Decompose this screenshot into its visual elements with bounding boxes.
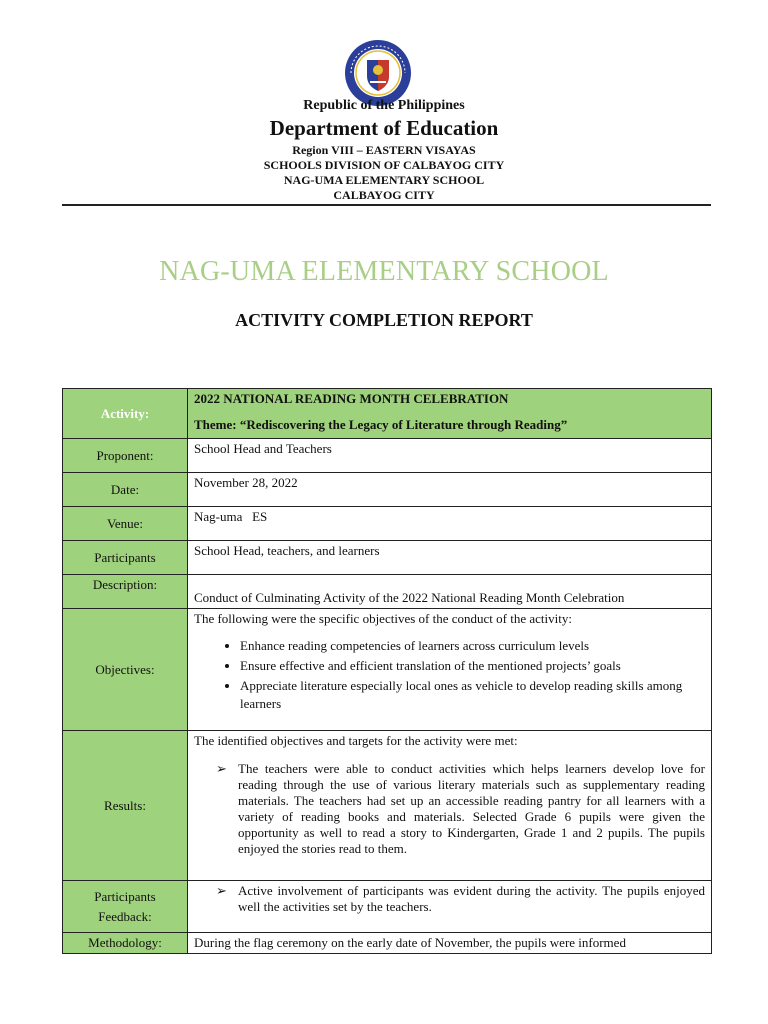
table-row-proponent <box>63 439 712 473</box>
activity-cell <box>188 389 712 439</box>
activity-name: 2022 NATIONAL READING MONTH CELEBRATION <box>194 391 509 406</box>
table-row-results <box>63 731 712 881</box>
header-republic: Republic of the Philippines <box>303 98 465 113</box>
feedback-cell <box>188 881 712 933</box>
arrow-bullet-icon: ➢ <box>216 883 227 898</box>
list-item: • Ensure effective and efficient translation of the mentioned projects’ goals <box>240 657 705 675</box>
label-date: Date: <box>63 473 188 507</box>
report-title: ACTIVITY COMPLETION REPORT <box>235 310 533 330</box>
label-results: Results: <box>63 731 188 881</box>
feedback-item-text: Active involvement of participants was evident during the activity. The pupils enjoyed well the activities set by the teachers. <box>238 883 705 914</box>
list-item <box>216 761 705 857</box>
arrow-bullet-icon: ➢ <box>216 761 227 776</box>
header-city: CALBAYOG CITY <box>333 188 435 202</box>
table-row-description <box>63 575 712 609</box>
results-cell <box>188 731 712 881</box>
label-feedback-line2: Feedback: <box>98 908 152 924</box>
school-name-title: NAG-UMA ELEMENTARY SCHOOL <box>159 256 609 287</box>
label-description: Description: <box>63 575 188 609</box>
list-item <box>216 883 705 915</box>
label-activity: Activity: <box>63 389 188 439</box>
label-feedback-line1: Participants <box>94 888 156 904</box>
table-row-venue <box>63 507 712 541</box>
value-proponent: School Head and Teachers <box>188 439 712 473</box>
value-description: Conduct of Culminating Activity of the 2022 National Reading Month Celebration <box>188 575 712 609</box>
label-participants: Participants <box>63 541 188 575</box>
table-row-participants <box>63 541 712 575</box>
objectives-list <box>194 637 705 713</box>
value-participants: School Head, teachers, and learners <box>188 541 712 575</box>
objectives-cell <box>188 609 712 731</box>
label-venue: Venue: <box>63 507 188 541</box>
header-division: SCHOOLS DIVISION OF CALBAYOG CITY <box>263 158 505 172</box>
table-row-objectives <box>63 609 712 731</box>
label-feedback <box>63 881 188 933</box>
header-department: Department of Education <box>269 116 499 140</box>
list-item: • Appreciate literature especially local ones as vehicle to develop reading skills among learners <box>240 677 705 713</box>
table-row-activity <box>63 389 712 439</box>
header-divider <box>62 204 711 206</box>
results-intro: The identified objectives and targets for the activity were met: <box>194 733 518 748</box>
value-methodology: During the flag ceremony on the early date of November, the pupils were informed <box>188 933 712 954</box>
table-row-date <box>63 473 712 507</box>
value-venue: Nag-uma ES <box>188 507 712 541</box>
list-item: • Enhance reading competencies of learners across curriculum levels <box>240 637 705 655</box>
feedback-list <box>194 883 705 915</box>
label-proponent: Proponent: <box>63 439 188 473</box>
label-methodology: Methodology: <box>63 933 188 954</box>
objectives-intro: The following were the specific objectives of the conduct of the activity: <box>194 611 572 626</box>
header-school: NAG-UMA ELEMENTARY SCHOOL <box>283 173 485 187</box>
activity-theme: Theme: “Rediscovering the Legacy of Literature through Reading” <box>194 417 568 432</box>
results-item-text: The teachers were able to conduct activities which helps learners develop love for reading through the use of various literary materials such as supplementary reading materials. The teachers had set up an accessible reading pantry for all learners with a variety of reading books and materials. Selected Grade 6 pupils were given the opportunity as well to read a story to Kindergarten, Grade 1 and 2 pupils. The pupils enjoyed the stories read to them. <box>238 761 705 856</box>
table-row-methodology <box>63 933 712 954</box>
activity-report-table <box>62 388 712 954</box>
table-row-feedback <box>63 881 712 933</box>
label-objectives: Objectives: <box>63 609 188 731</box>
value-date: November 28, 2022 <box>188 473 712 507</box>
results-list <box>194 761 705 857</box>
header-region: Region VIII – EASTERN VISAYAS <box>292 143 476 157</box>
